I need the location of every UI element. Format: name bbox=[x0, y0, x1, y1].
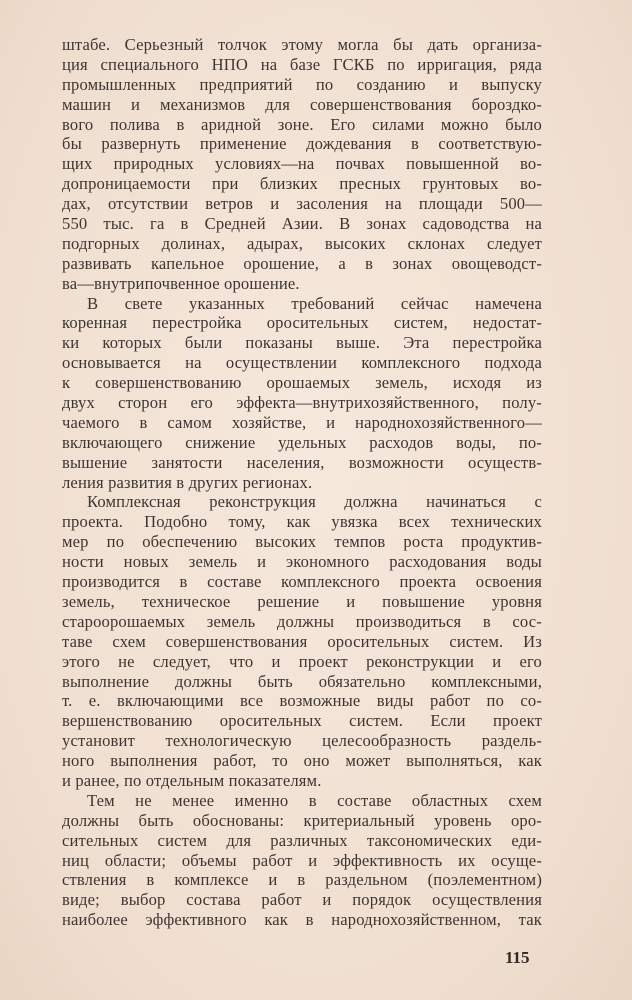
text-line: ки которых были показаны выше. Эта перестройка bbox=[62, 333, 542, 353]
text-line: 550 тыс. га в Средней Азии. В зонах садоводства на bbox=[62, 214, 542, 234]
text-line: Тем не менее именно в составе областных схем bbox=[87, 790, 542, 810]
paragraph bbox=[62, 791, 542, 930]
text-line: ности новых земель и экономного расходования воды bbox=[62, 552, 542, 572]
text-line: вого полива в аридной зоне. Его силами можно было bbox=[62, 114, 542, 134]
text-line: ствления в комплексе и в раздельном (поэлементном) bbox=[62, 870, 542, 890]
text-line: основывается на осуществлении комплексного подхода bbox=[62, 353, 542, 373]
paragraph bbox=[62, 492, 542, 790]
text-line: этого не следует, что и проект реконструкции и его bbox=[62, 651, 542, 671]
text-line: старoорошаемых земель должны производиться в сос- bbox=[62, 611, 542, 631]
text-line: проекта. Подобно тому, как увязка всех технических bbox=[62, 512, 542, 532]
text-line: земель, техническое решение и повышение уровня bbox=[62, 591, 542, 611]
text-line: развивать капельное орошение, а в зонах овощеводст- bbox=[62, 253, 542, 273]
paragraph bbox=[62, 294, 542, 493]
text-line: сительных систем для различных таксономических еди- bbox=[62, 830, 542, 850]
text-line: мер по обеспечению высоких темпов роста продуктив- bbox=[62, 532, 542, 552]
text-line: таве схем совершенствования оросительных систем. Из bbox=[62, 631, 542, 651]
page-number: 115 bbox=[505, 948, 530, 967]
text-line: наиболее эффективного как в народнохозяйственном, так bbox=[62, 910, 542, 930]
text-line: виде; выбор состава работ и порядок осуществления bbox=[62, 890, 542, 910]
text-line: бы развернуть применение дождевания в соответствую- bbox=[62, 134, 542, 154]
text-line: выполнение должны быть обязательно комплексными, bbox=[62, 671, 542, 691]
text-line: щих природных условиях—на почвах повышенной во- bbox=[62, 154, 542, 174]
text-line: ниц области; объемы работ и эффективность их осуще- bbox=[62, 850, 542, 870]
text-line: ва—внутрипочвенное орошение. bbox=[62, 273, 300, 293]
text-line: включающего снижение удельных расходов воды, по- bbox=[62, 432, 542, 452]
text-line: допроницаемости при близких пресных грунтовых во- bbox=[62, 174, 542, 194]
text-line: должны быть обоснованы: критериальный уровень оро- bbox=[62, 810, 542, 830]
text-line: Комплексная реконструкция должна начинаться с bbox=[87, 492, 542, 512]
text-line: к совершенствованию орошаемых земель, исходя из bbox=[62, 373, 542, 393]
text-line: коренная перестройка оросительных систем, недостат- bbox=[62, 313, 542, 333]
text-line: В свете указанных требований сейчас намечена bbox=[87, 293, 542, 313]
text-line: ления развития в других регионах. bbox=[62, 472, 313, 492]
text-line: двух сторон его эффекта—внутрихозяйственного, полу- bbox=[62, 393, 542, 413]
text-line: установит технологическую целесообразность раздель- bbox=[62, 731, 542, 751]
text-line: дах, отсутствии ветров и засоления на площади 500— bbox=[62, 194, 542, 214]
text-line: штабе. Серьезный толчок этому могла бы дать организа- bbox=[62, 35, 542, 54]
text-line: т. е. включающими все возможные виды работ по со- bbox=[62, 691, 542, 711]
text-line: ного выполнения работ, то оно может выполняться, как bbox=[62, 751, 542, 771]
paragraph bbox=[62, 35, 542, 294]
text-line: и ранее, по отдельным показателям. bbox=[62, 770, 322, 790]
text-line: чаемого в самом хозяйстве, и народнохозяйственного— bbox=[62, 412, 542, 432]
text-line: вышение занятости населения, возможности осуществ- bbox=[62, 452, 542, 472]
text-line: производится в составе комплексного проекта освоения bbox=[62, 572, 542, 592]
text-line: подгорных долинах, адырах, высоких склонах следует bbox=[62, 233, 542, 253]
body-text bbox=[62, 35, 542, 930]
text-line: машин и механизмов для совершенствования бороздко- bbox=[62, 94, 542, 114]
text-line: промышленных предприятий по созданию и выпуску bbox=[62, 74, 542, 94]
text-line: ция специального НПО на базе ГСКБ по ирригация, ряда bbox=[62, 54, 542, 74]
text-line: вершенствованию оросительных систем. Если проект bbox=[62, 711, 542, 731]
